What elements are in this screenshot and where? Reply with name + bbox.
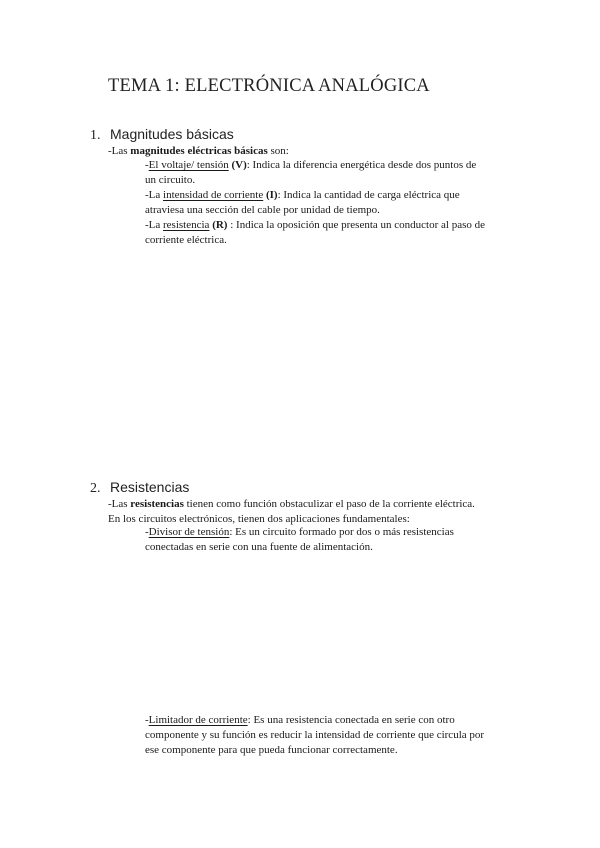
- section-2-number: 2.: [90, 481, 101, 496]
- section-1-number: 1.: [90, 128, 101, 143]
- intro-text-line2: En los circuitos electrónicos, tienen dos aplicaciones fundamentales:: [108, 513, 410, 525]
- page-title: TEMA 1: ELECTRÓNICA ANALÓGICA: [108, 76, 430, 96]
- item-term: El voltaje/ tensión: [148, 159, 229, 171]
- intro-text-end: tienen como función obstaculizar el paso de la corriente eléctrica.: [183, 498, 475, 510]
- item-text-line2: un circuito.: [145, 174, 196, 186]
- item-term: Limitador de corriente: [148, 714, 248, 726]
- item-text-line2: componente y su función es reducir la intensidad de corriente que circula por: [145, 729, 485, 741]
- item-prefix: -: [145, 714, 149, 726]
- section-1-title: Magnitudes básicas: [110, 126, 234, 142]
- item-text-line3: ese componente para que pueda funcionar correctamente.: [145, 744, 398, 756]
- item-text: : Es un circuito formado por dos o más resistencias: [229, 526, 454, 538]
- section-1-intro: [108, 144, 289, 159]
- intro-text: -Las: [108, 145, 131, 157]
- item-prefix: -La: [145, 219, 164, 231]
- item-text: : Es una resistencia conectada en serie con otro: [247, 714, 455, 726]
- item-limitador: [145, 713, 484, 758]
- section-2-heading: [90, 479, 189, 497]
- item-text: : Indica la oposición que presenta un conductor al paso de: [227, 219, 485, 231]
- intro-text-end: son:: [267, 145, 289, 157]
- item-intensidad: [145, 188, 460, 218]
- item-symbol: (R): [209, 219, 228, 231]
- item-prefix: -La: [145, 189, 164, 201]
- intro-bold-term: magnitudes eléctricas básicas: [130, 145, 268, 157]
- item-text: : Indica la cantidad de carga eléctrica que: [277, 189, 460, 201]
- section-2-intro: [108, 497, 475, 527]
- intro-text: -Las: [108, 498, 131, 510]
- item-term: resistencia: [163, 219, 210, 231]
- item-symbol: (V): [228, 159, 247, 171]
- section-1-heading: [90, 126, 234, 144]
- item-divisor: [145, 525, 454, 555]
- item-text-line2: atraviesa una sección del cable por unidad de tiempo.: [145, 204, 380, 216]
- item-text-line2: corriente eléctrica.: [145, 234, 227, 246]
- item-text-line2: conectadas en serie con una fuente de alimentación.: [145, 541, 373, 553]
- section-2-title: Resistencias: [110, 479, 190, 495]
- item-term: Divisor de tensión: [148, 526, 230, 538]
- intro-bold-term: resistencias: [130, 498, 184, 510]
- item-term: intensidad de corriente: [163, 189, 264, 201]
- item-symbol: (I): [263, 189, 278, 201]
- item-text: : Indica la diferencia energética desde dos puntos de: [246, 159, 477, 171]
- item-prefix: -: [145, 526, 149, 538]
- item-resistencia: [145, 218, 485, 248]
- item-voltaje: [145, 158, 476, 188]
- item-prefix: -: [145, 159, 149, 171]
